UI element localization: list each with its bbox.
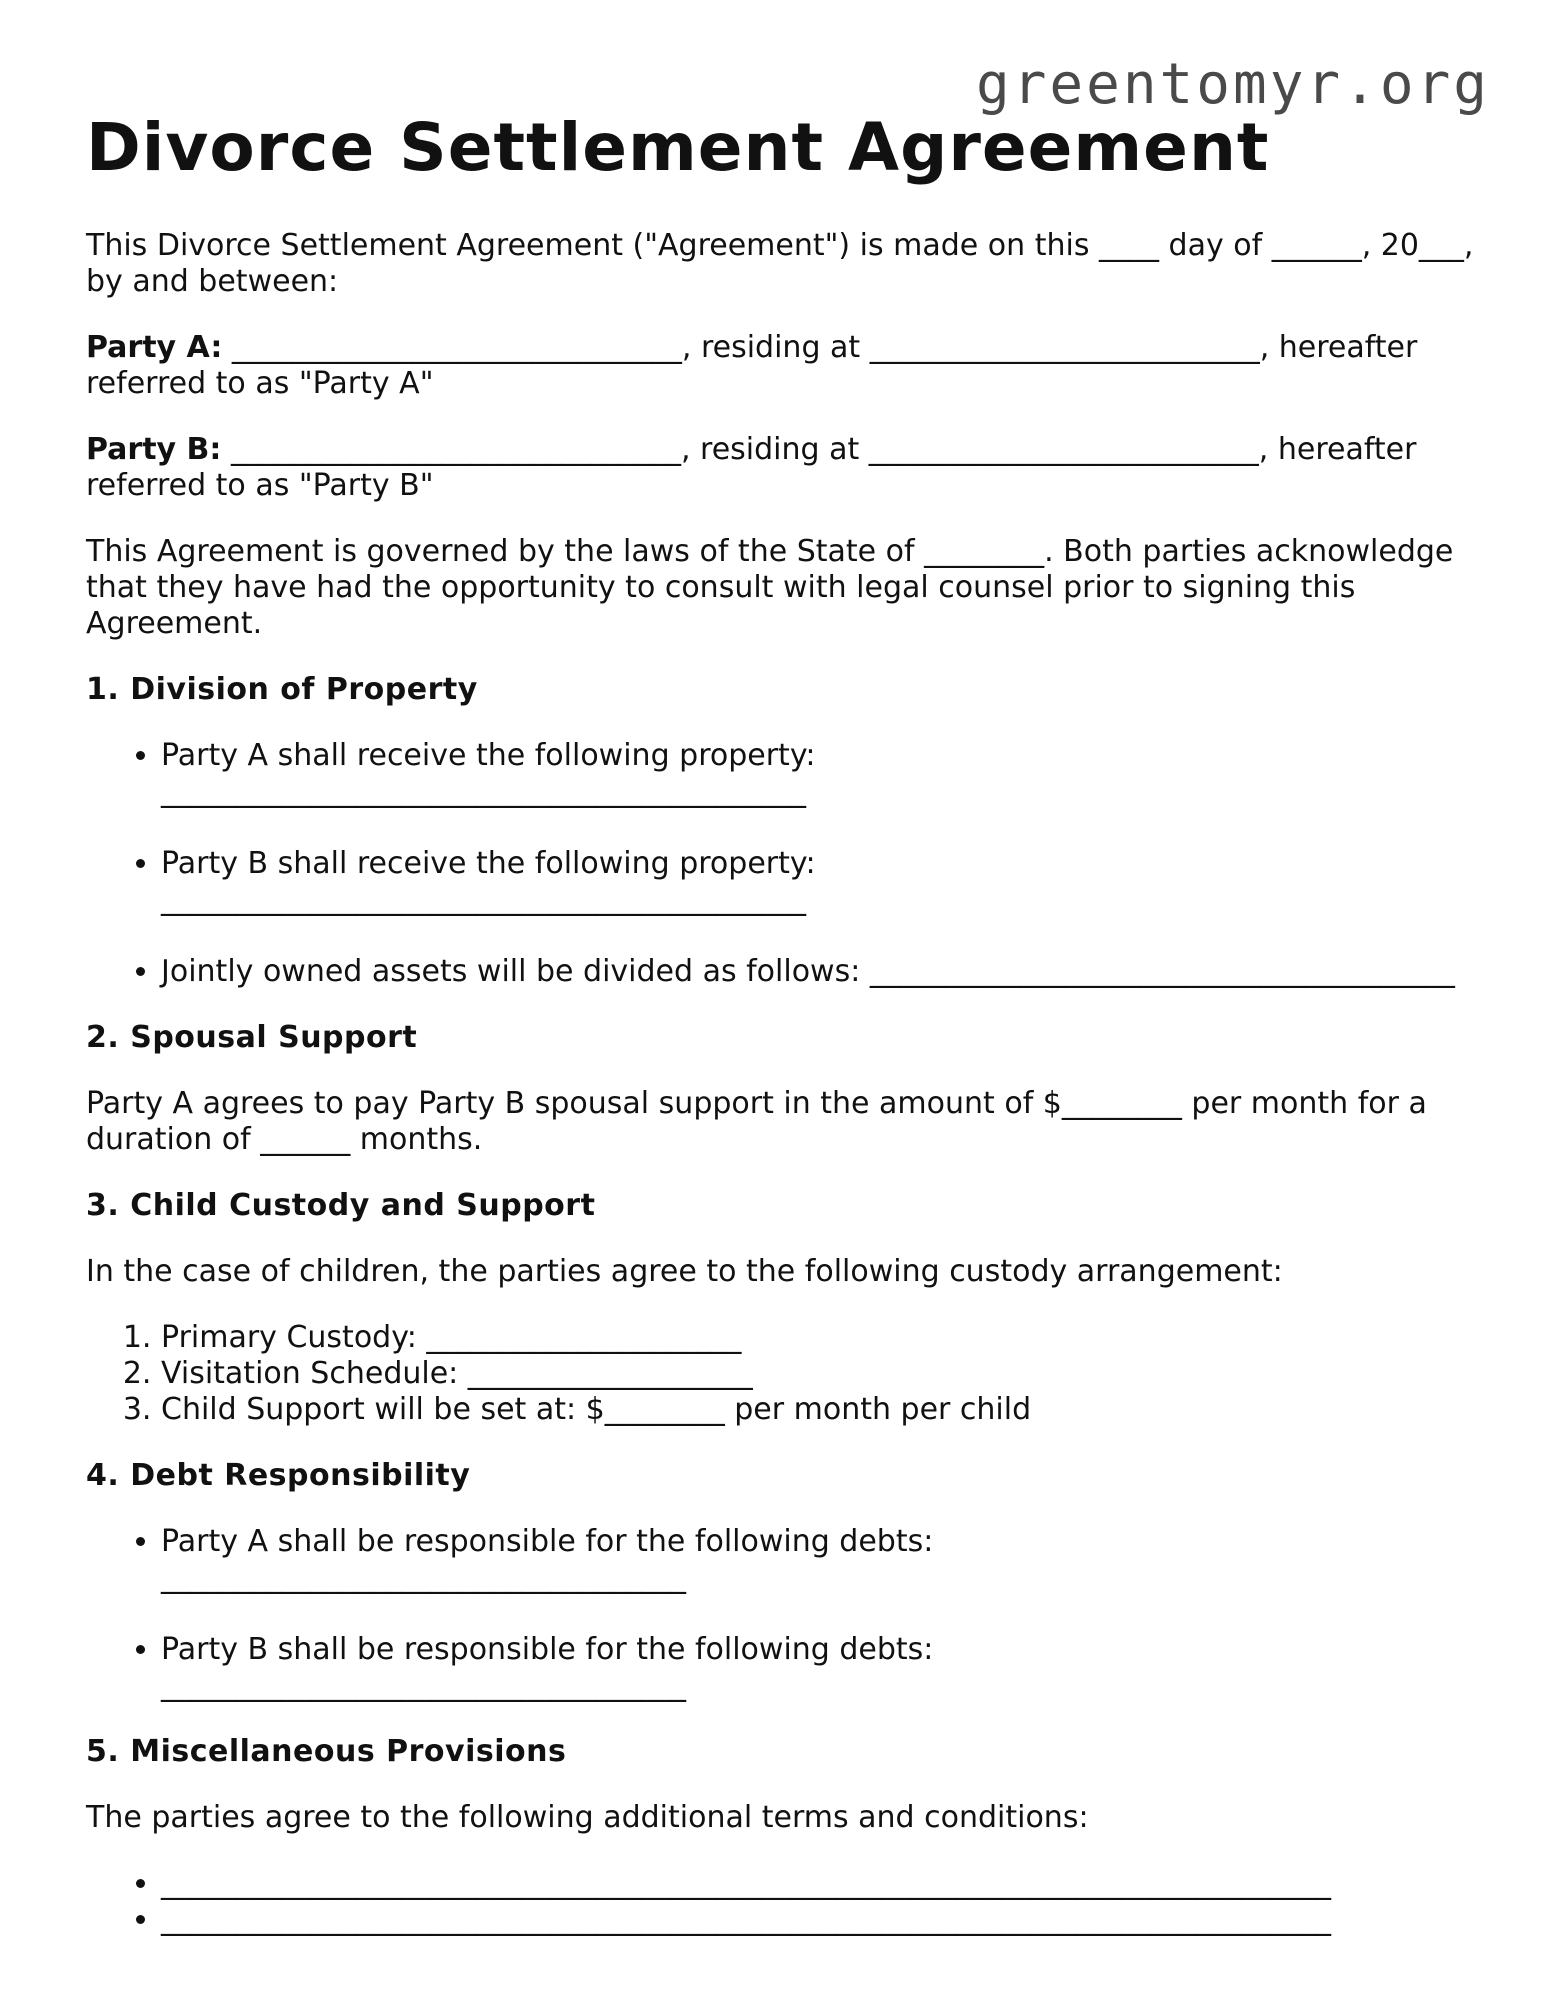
spousal-support-paragraph: Party A agrees to pay Party B spousal support in the amount of $________ per month for a duration of ______ months. <box>86 1086 1427 1157</box>
document-page <box>86 108 1486 1968</box>
list-item <box>161 1524 1486 1596</box>
list-item-text: Jointly owned assets will be divided as follows: _______________________________________ <box>161 954 1455 989</box>
list-item: • ______________________________________________________________________________ <box>161 1866 1486 1902</box>
party-b-label: Party B: <box>86 432 222 467</box>
list-item-text: Party A shall be responsible for the following debts: <box>161 1524 934 1559</box>
document-title: Divorce Settlement Agreement <box>86 109 1270 186</box>
debt-list <box>86 1524 1486 1704</box>
section-heading-misc: 5. Miscellaneous Provisions <box>86 1734 567 1769</box>
section-heading-spousal: 2. Spousal Support <box>86 1020 418 1055</box>
blank-line: ___________________________________________ <box>161 882 806 917</box>
watermark: greentomyr.org <box>975 52 1490 117</box>
blank-line: ___________________________________ <box>161 1668 686 1703</box>
blank-line: ___________________________________________ <box>161 774 806 809</box>
misc-paragraph: The parties agree to the following additional terms and conditions: <box>86 1800 1089 1835</box>
list-item <box>161 1632 1486 1704</box>
list-item <box>161 738 1486 810</box>
list-item-text: Party B shall receive the following property: <box>161 846 816 881</box>
custody-list <box>86 1320 1486 1428</box>
section-heading-debt: 4. Debt Responsibility <box>86 1458 471 1493</box>
party-a-paragraph <box>86 330 1486 402</box>
list-item: 3. Child Support will be set at: $________ per month per child <box>161 1392 1486 1428</box>
intro-paragraph: This Divorce Settlement Agreement ("Agreement") is made on this ____ day of ______, 20___, by and between: <box>86 228 1474 299</box>
governing-law-paragraph: This Agreement is governed by the laws of the State of ________. Both parties acknowledge that they have had the opportunity to consult with legal counsel prior to signing this Agreement. <box>86 534 1454 641</box>
party-b-paragraph <box>86 432 1486 504</box>
list-item: 2. Visitation Schedule: ___________________ <box>161 1356 1486 1392</box>
list-item: 1. Primary Custody: _____________________ <box>161 1320 1486 1356</box>
section-heading-property: 1. Division of Property <box>86 672 478 707</box>
party-a-label: Party A: <box>86 330 223 365</box>
custody-paragraph: In the case of children, the parties agree to the following custody arrangement: <box>86 1254 1283 1289</box>
property-list <box>86 738 1486 990</box>
list-item <box>161 846 1486 918</box>
blank-line: ___________________________________ <box>161 1560 686 1595</box>
misc-list <box>86 1866 1486 1938</box>
section-heading-custody: 3. Child Custody and Support <box>86 1188 596 1223</box>
list-item-text: Party B shall be responsible for the following debts: <box>161 1632 934 1667</box>
list-item <box>161 954 1486 990</box>
list-item-text: Party A shall receive the following property: <box>161 738 816 773</box>
party-b-text: ______________________________, residing at __________________________, hereafter referred to as "Party B" <box>86 432 1417 503</box>
list-item: • ______________________________________________________________________________ <box>161 1902 1486 1938</box>
party-a-text: ______________________________, residing at __________________________, hereafter referred to as "Party A" <box>86 330 1418 401</box>
